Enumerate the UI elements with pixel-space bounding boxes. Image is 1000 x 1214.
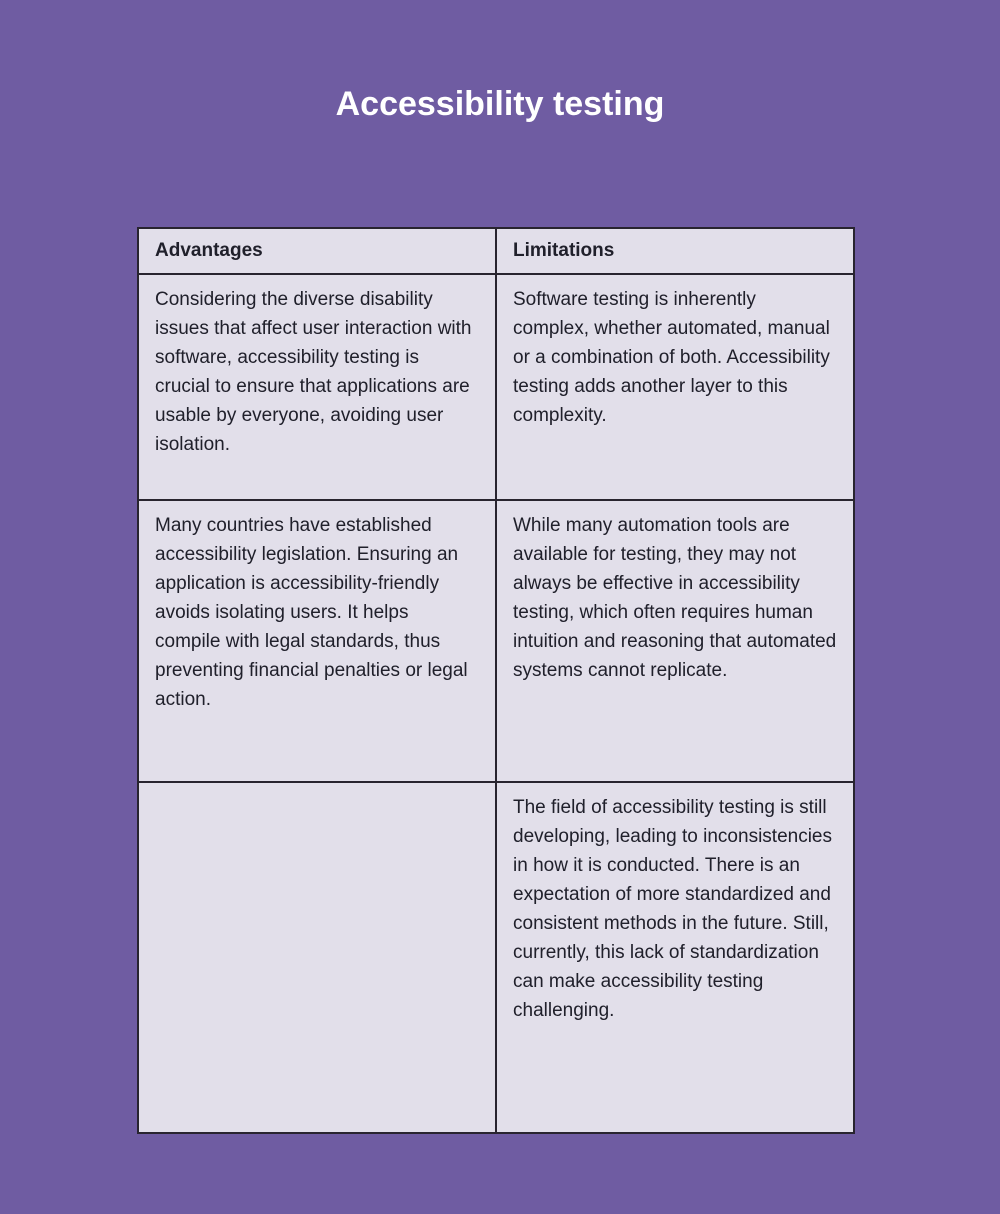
table-row: [138, 500, 854, 782]
table-row: [138, 782, 854, 1133]
table-body: [138, 274, 854, 1133]
header-row: [138, 228, 854, 274]
table-row: [138, 274, 854, 500]
cell-advantages-2: Many countries have established accessibility legislation. Ensuring an application is accessibility-friendly avoids isolating users. It helps compile with legal standards, thus preventing financial penalties or legal action.: [138, 500, 496, 782]
cell-limitations-2: While many automation tools are available for testing, they may not always be effective in accessibility testing, which often requires human intuition and reasoning that automated systems cannot replicate.: [496, 500, 854, 782]
cell-limitations-1: Software testing is inherently complex, whether automated, manual or a combination of both. Accessibility testing adds another layer to this complexity.: [496, 274, 854, 500]
header-cell-advantages: Advantages: [138, 228, 496, 274]
cell-advantages-3-empty: [138, 782, 496, 1133]
cell-limitations-3: The field of accessibility testing is still developing, leading to inconsistencies in how it is conducted. There is an expectation of more standardized and consistent methods in the future. Still, currently, this lack of standardization can make accessibility testing challenging.: [496, 782, 854, 1133]
comparison-table: [137, 227, 855, 1134]
cell-advantages-1: Considering the diverse disability issues that affect user interaction with software, accessibility testing is crucial to ensure that applications are usable by everyone, avoiding user isolation.: [138, 274, 496, 500]
table-header: [138, 228, 854, 274]
header-cell-limitations: Limitations: [496, 228, 854, 274]
page-title: Accessibility testing: [335, 85, 665, 123]
